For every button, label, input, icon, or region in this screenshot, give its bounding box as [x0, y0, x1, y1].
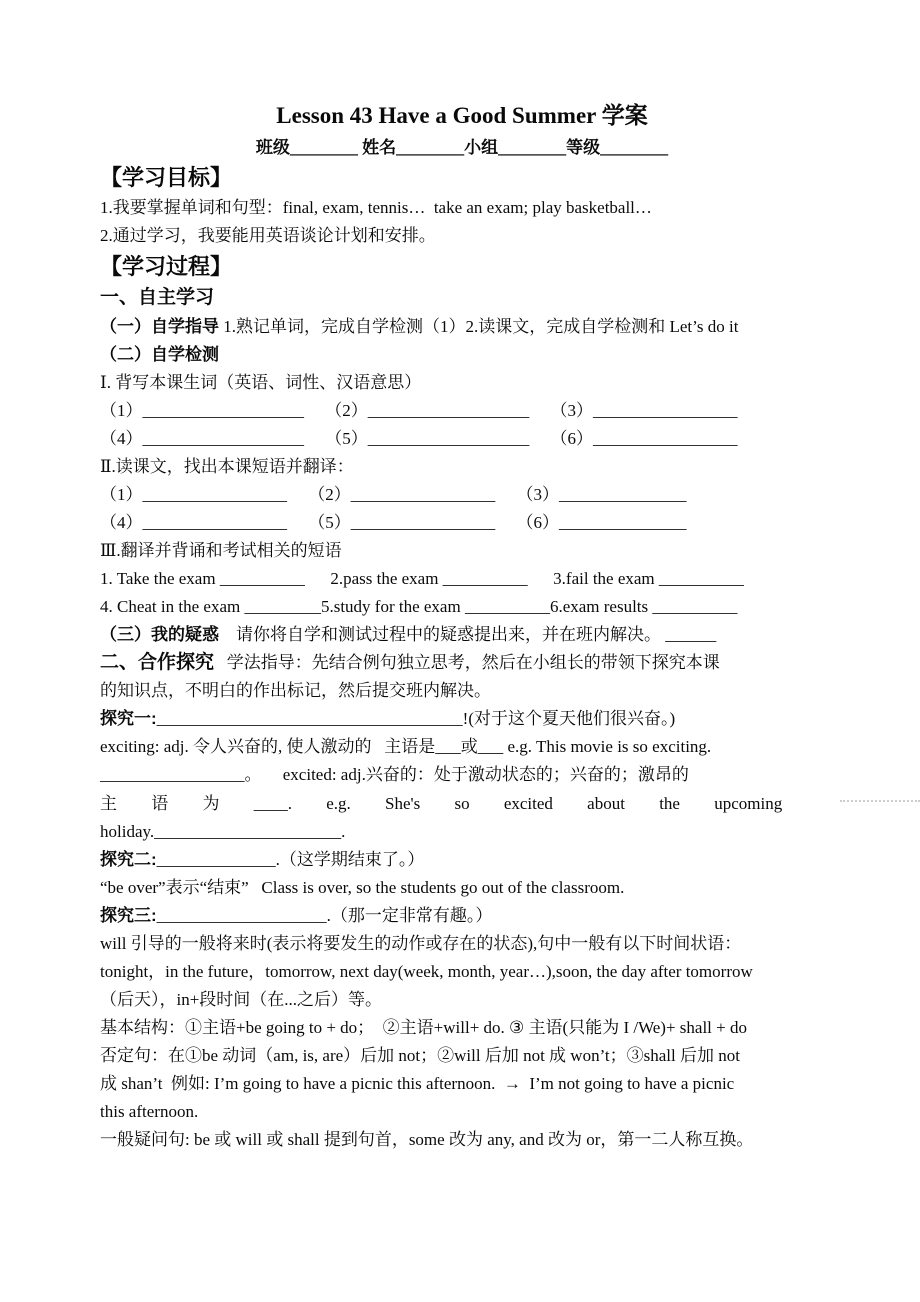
- text-run: 【学习过程】: [100, 254, 233, 279]
- student-info-blanks: [100, 134, 824, 161]
- text-run: this afternoon.: [100, 1102, 199, 1121]
- exciting-note-line-1: [100, 733, 824, 761]
- text-run: 成 shan’t 例如: I’m going to have a picnic this afternoon. → I’m not going to have a picnic: [100, 1074, 735, 1093]
- will-note-line-2: [100, 958, 824, 986]
- holiday-blank-line: [100, 818, 824, 846]
- will-note-line-1: [100, 930, 824, 958]
- goal-1: [100, 194, 824, 222]
- text-run: 4. Cheat in the exam _________5.study for the exam __________6.exam results __________: [100, 597, 738, 616]
- text-run: （1）_________________ （2）_________________ （3）_______________: [100, 485, 687, 504]
- dotted-line-artifact: [840, 800, 920, 802]
- text-run: 请你将自学和测试过程中的疑惑提出来，并在班内解决。 ______: [219, 625, 717, 644]
- text-run: 2.通过学习，我要能用英语谈论计划和安排。: [100, 226, 436, 245]
- cooperative-inquiry-line-2: [100, 677, 824, 705]
- negative-note-line: [100, 1042, 824, 1070]
- text-run: “be over”表示“结束” Class is over, so the students go out of the classroom.: [100, 878, 625, 897]
- text-run: 学法指导：先结合例句独立思考，然后在小组长的带领下探究本课: [214, 653, 720, 672]
- structure-note-line: [100, 1014, 824, 1042]
- text-run: will 引导的一般将来时(表示将要发生的动作或存在的状态),句中一般有以下时间状语：: [100, 934, 742, 953]
- text-run: 一般疑问句: be 或 will 或 shall 提到句首，some 改为 any, and 改为 or，第一二人称互换。: [100, 1130, 754, 1149]
- phrase-blanks-row-1: [100, 481, 824, 509]
- bold-label: 探究一:: [100, 709, 157, 728]
- text-run: 基本结构：①主语+be going to + do； ②主语+will+ do. ③ 主语(只能为 I /We)+ shall + do: [100, 1018, 747, 1037]
- goal-2: [100, 222, 824, 250]
- exciting-note-line-2: [100, 761, 824, 789]
- bold-label: （三）我的疑惑: [100, 625, 219, 644]
- vocab-blanks-row-2: [100, 425, 824, 453]
- text-run: Lesson 43 Have a Good Summer 学案: [276, 103, 648, 128]
- text-run: （后天），in+段时间（在...之后）等。: [100, 990, 383, 1009]
- text-run: Ⅲ.翻译并背诵和考试相关的短语: [100, 541, 342, 560]
- my-doubts-line: [100, 621, 824, 649]
- cooperative-inquiry-line: [100, 649, 824, 677]
- example-note-line-2: [100, 1098, 824, 1126]
- vocab-blanks-row-1: [100, 397, 824, 425]
- inquiry-1-line: [100, 705, 824, 733]
- inquiry-3-line: [100, 902, 824, 930]
- text-run: Ⅰ. 背写本课生词（英语、词性、汉语意思）: [100, 373, 422, 392]
- learning-process-heading: [100, 250, 824, 283]
- phrases-instruction: [100, 453, 824, 481]
- text-run: ______________.（这学期结束了。）: [156, 850, 425, 869]
- text-run: 否定句：在①be 动词（am, is, are）后加 not；②will 后加 not 成 won’t；③shall 后加 not: [100, 1046, 740, 1065]
- self-test-heading: [100, 341, 824, 369]
- bold-label: 探究三:: [100, 906, 157, 925]
- exam-phrases-row-1: [100, 565, 824, 593]
- text-run: ____________________________________!(对于这个夏天他们很兴奋。): [156, 709, 676, 728]
- inquiry-2-line: [100, 846, 824, 874]
- doc-title: [100, 98, 824, 134]
- text-run: Ⅱ.读课文，找出本课短语并翻译：: [100, 457, 354, 476]
- text-run: 1.我要掌握单词和句型：final, exam, tennis… take an exam; play basketball…: [100, 198, 652, 217]
- text-run: ____________________.（那一定非常有趣。）: [156, 906, 493, 925]
- text-run: 的知识点，不明白的作出标记，然后提交班内解决。: [100, 681, 491, 700]
- text-run: holiday.______________________.: [100, 822, 346, 841]
- text-run: tonight，in the future，tomorrow, next day(week, month, year…),soon, the day after tomorrow: [100, 962, 753, 981]
- document-body: [100, 98, 824, 1154]
- bold-label: 探究二:: [100, 850, 157, 869]
- text-run: _________________。 excited: adj.兴奋的：处于激动状态的；兴奋的；激昂的: [100, 765, 689, 784]
- be-over-note-line: [100, 874, 824, 902]
- bold-label: （一）自学指导: [100, 317, 219, 336]
- phrase-blanks-row-2: [100, 509, 824, 537]
- text-run: 班级________ 姓名________小组________等级________: [255, 138, 669, 157]
- text-run: 一、自主学习: [100, 287, 215, 308]
- excited-example-line: [100, 789, 824, 818]
- bold-label: 二、合作探究: [100, 652, 215, 673]
- vocab-instruction: [100, 369, 824, 397]
- learning-goals-heading: [100, 161, 824, 194]
- text-run: （4）___________________ （5）___________________ （6）_________________: [100, 429, 738, 448]
- text-run: 1.熟记单词，完成自学检测（1）2.读课文，完成自学检测和 Let’s do it: [219, 317, 739, 336]
- text-run: 【学习目标】: [100, 165, 233, 190]
- exam-phrases-row-2: [100, 593, 824, 621]
- will-note-line-3: [100, 986, 824, 1014]
- self-study-heading: [100, 283, 824, 313]
- exam-phrases-heading: [100, 537, 824, 565]
- self-study-guide-line: [100, 313, 824, 341]
- text-run: 主 语 为 ____. e.g. She's so excited about the upcoming: [100, 794, 783, 813]
- question-note-line: [100, 1126, 824, 1154]
- text-run: （4）_________________ （5）_________________ （6）_______________: [100, 513, 687, 532]
- text-run: （1）___________________ （2）___________________ （3）_________________: [100, 401, 738, 420]
- text-run: 1. Take the exam __________ 2.pass the exam __________ 3.fail the exam __________: [100, 569, 744, 588]
- text-run: exciting: adj. 令人兴奋的, 使人激动的 主语是___或___ e.g. This movie is so exciting.: [100, 737, 712, 756]
- example-note-line-1: [100, 1070, 824, 1098]
- bold-label: （二）自学检测: [100, 345, 219, 364]
